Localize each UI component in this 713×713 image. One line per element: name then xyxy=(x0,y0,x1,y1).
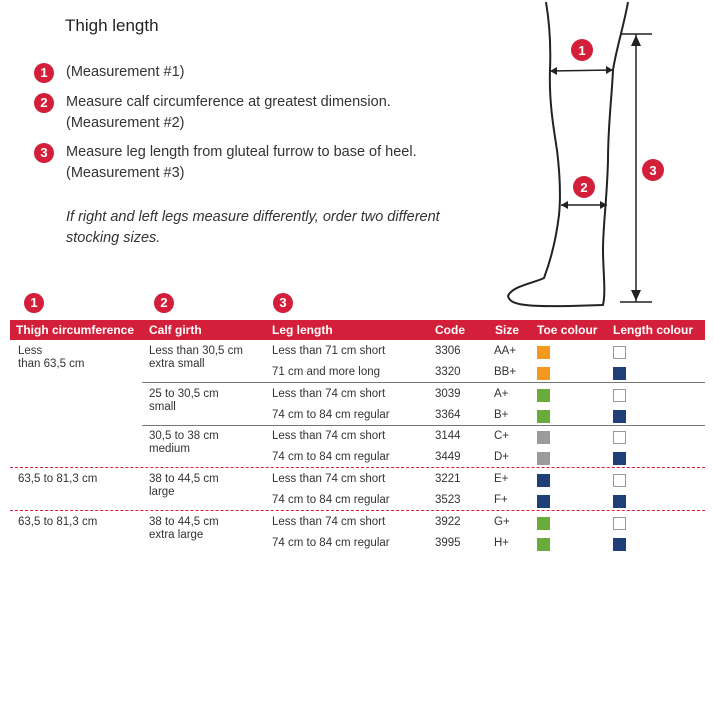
toe-colour-swatch xyxy=(537,517,550,530)
calf-group-line: small xyxy=(149,401,176,413)
column-badge-2: 2 xyxy=(154,293,174,313)
diagram-badge-1 xyxy=(571,39,593,61)
leg-length-cell: 71 cm and more long xyxy=(272,366,381,378)
step-text-line: (Measurement #1) xyxy=(66,64,185,80)
size-cell: B+ xyxy=(494,409,509,421)
code-cell: 3995 xyxy=(435,537,461,549)
size-cell: G+ xyxy=(494,516,510,528)
header-code: Code xyxy=(435,323,465,337)
step-number-badge: 1 xyxy=(34,63,54,83)
code-cell: 3039 xyxy=(435,388,461,400)
code-cell: 3221 xyxy=(435,473,461,485)
leg-length-cell: Less than 74 cm short xyxy=(272,473,386,485)
page-title: Thigh length xyxy=(65,16,159,35)
step-number-badge: 2 xyxy=(34,93,54,113)
calf-group-line: 38 to 44,5 cm xyxy=(149,516,219,528)
size-cell: D+ xyxy=(494,451,510,463)
thigh-group xyxy=(18,516,97,529)
header-calf-girth: Calf girth xyxy=(149,323,202,337)
diagram-badge-2 xyxy=(573,176,595,198)
calf-group-line: large xyxy=(149,486,175,498)
leg-length-cell: 74 cm to 84 cm regular xyxy=(272,409,390,421)
thigh-group xyxy=(18,345,84,371)
length-colour-swatch xyxy=(613,474,626,487)
toe-colour-swatch xyxy=(537,410,550,423)
length-colour-swatch xyxy=(613,517,626,530)
length-colour-swatch xyxy=(613,495,626,508)
section-divider xyxy=(10,510,705,511)
size-cell: F+ xyxy=(494,494,508,506)
header-thigh-circumference: Thigh circumference xyxy=(16,323,135,337)
step-text-line: (Measurement #2) xyxy=(66,115,185,131)
length-colour-swatch xyxy=(613,367,626,380)
note-line: stocking sizes. xyxy=(66,230,161,246)
size-cell: A+ xyxy=(494,388,509,400)
note-line: If right and left legs measure differently, order two different xyxy=(66,209,440,225)
leg-length-cell: 74 cm to 84 cm regular xyxy=(272,537,390,549)
thigh-group xyxy=(18,473,97,486)
header-size: Size xyxy=(495,323,520,337)
calf-group xyxy=(149,430,219,456)
column-badge-3: 3 xyxy=(273,293,293,313)
code-cell: 3922 xyxy=(435,516,461,528)
calf-group-line: extra small xyxy=(149,358,205,370)
code-cell: 3449 xyxy=(435,451,461,463)
size-cell: C+ xyxy=(494,430,510,442)
group-divider xyxy=(142,425,705,426)
toe-colour-swatch xyxy=(537,346,550,359)
calf-group xyxy=(149,516,219,542)
code-cell: 3144 xyxy=(435,430,461,442)
header-leg-length: Leg length xyxy=(272,323,333,337)
calf-group-line: extra large xyxy=(149,529,204,541)
toe-colour-swatch xyxy=(537,495,550,508)
leg-length-cell: Less than 74 cm short xyxy=(272,516,386,528)
toe-colour-swatch xyxy=(537,452,550,465)
calf-group xyxy=(149,388,219,414)
leg-measurement-diagram xyxy=(500,0,713,310)
size-cell: BB+ xyxy=(494,366,517,378)
diagram-badge-label: 2 xyxy=(580,180,588,195)
group-divider xyxy=(142,382,705,383)
length-colour-swatch xyxy=(613,389,626,402)
diagram-badge-label: 1 xyxy=(578,43,586,58)
step-text-line: Measure leg length from gluteal furrow to base of heel. xyxy=(66,144,417,160)
toe-colour-swatch xyxy=(537,431,550,444)
calf-group xyxy=(149,473,219,499)
column-badge-1: 1 xyxy=(24,293,44,313)
header-toe-colour: Toe colour xyxy=(537,323,598,337)
length-colour-swatch xyxy=(613,452,626,465)
calf-group-line: medium xyxy=(149,443,190,455)
leg-length-cell: 74 cm to 84 cm regular xyxy=(272,494,390,506)
size-cell: E+ xyxy=(494,473,509,485)
length-colour-swatch xyxy=(613,346,626,359)
length-colour-swatch xyxy=(613,538,626,551)
calf-group xyxy=(149,345,243,371)
step-text-line: (Measurement #3) xyxy=(66,165,185,181)
thigh-group-line: 63,5 to 81,3 cm xyxy=(18,473,98,485)
code-cell: 3320 xyxy=(435,366,461,378)
toe-colour-swatch xyxy=(537,389,550,402)
step-text xyxy=(66,92,466,134)
code-cell: 3306 xyxy=(435,345,461,357)
leg-length-cell: 74 cm to 84 cm regular xyxy=(272,451,390,463)
thigh-group-line: Less xyxy=(18,345,43,357)
leg-length-cell: Less than 71 cm short xyxy=(272,345,386,357)
calf-group-line: 30,5 to 38 cm xyxy=(149,430,219,442)
calf-group-line: 25 to 30,5 cm xyxy=(149,388,219,400)
section-divider xyxy=(10,467,705,468)
diagram-badge-3 xyxy=(642,159,664,181)
calf-group-line: 38 to 44,5 cm xyxy=(149,473,219,485)
leg-length-cell: Less than 74 cm short xyxy=(272,430,386,442)
leg-outline xyxy=(508,2,628,306)
step-text xyxy=(66,62,466,83)
thigh-group-line: than 63,5 cm xyxy=(18,358,85,370)
leg-length-cell: Less than 74 cm short xyxy=(272,388,386,400)
code-cell: 3523 xyxy=(435,494,461,506)
sizing-note xyxy=(66,207,466,249)
diagram-badge-label: 3 xyxy=(649,163,657,178)
toe-colour-swatch xyxy=(537,538,550,551)
step-text xyxy=(66,142,466,184)
thigh-group-line: 63,5 to 81,3 cm xyxy=(18,516,98,528)
size-cell: H+ xyxy=(494,537,510,549)
calf-group-line: Less than 30,5 cm xyxy=(149,345,243,357)
length-colour-swatch xyxy=(613,431,626,444)
toe-colour-swatch xyxy=(537,367,550,380)
length-colour-swatch xyxy=(613,410,626,423)
header-length-colour: Length colour xyxy=(613,323,693,337)
step-number-badge: 3 xyxy=(34,143,54,163)
toe-colour-swatch xyxy=(537,474,550,487)
size-cell: AA+ xyxy=(494,345,517,357)
step-text-line: Measure calf circumference at greatest dimension. xyxy=(66,94,391,110)
code-cell: 3364 xyxy=(435,409,461,421)
table-header xyxy=(10,320,705,340)
